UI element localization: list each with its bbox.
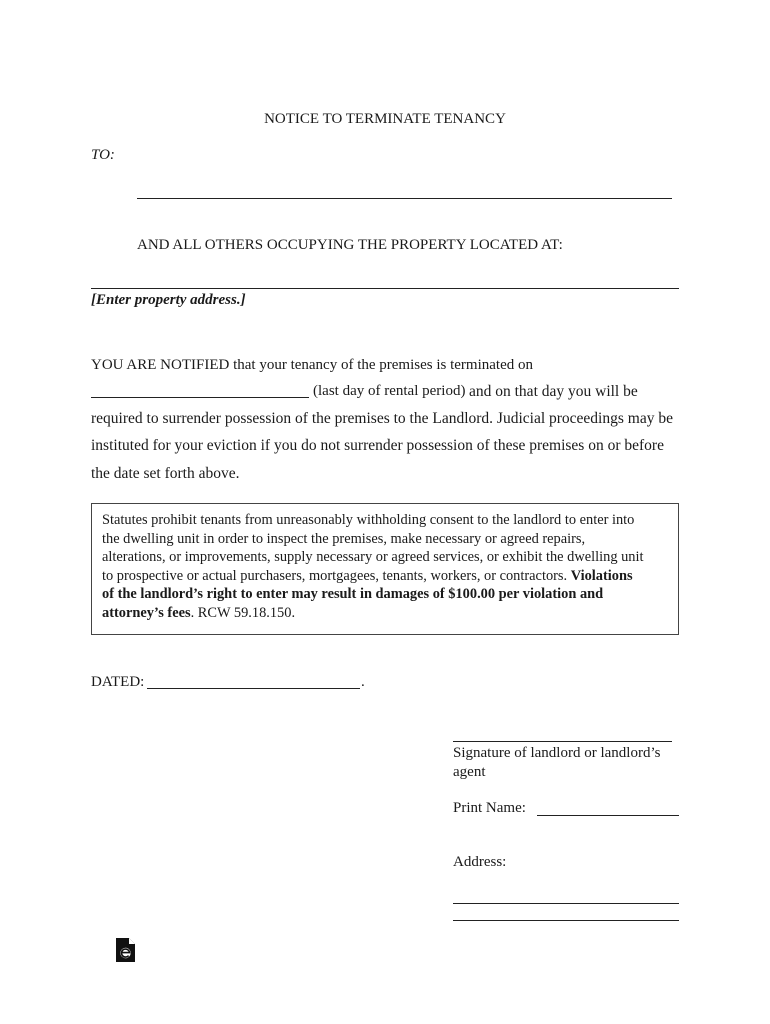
- signature-line[interactable]: [453, 741, 672, 742]
- to-label: TO:: [91, 147, 115, 163]
- statute-fees-bold: attorney’s fees: [102, 604, 191, 621]
- statute-notice-box: [91, 503, 679, 635]
- notice-line-4: instituted for your eviction if you do not surrender possession of these premises on or before: [91, 437, 664, 454]
- others-occupying-line: AND ALL OTHERS OCCUPYING THE PROPERTY LOCATED AT:: [137, 237, 563, 253]
- signature-label-1: Signature of landlord or landlord’s: [453, 745, 661, 761]
- statute-line-4-text: to prospective or actual purchasers, mortgagees, tenants, workers, or contractors.: [102, 567, 571, 584]
- notice-line-1: YOU ARE NOTIFIED that your tenancy of the premises is terminated on: [91, 357, 533, 373]
- statute-line-6: [102, 604, 668, 623]
- notice-line-3: required to surrender possession of the premises to the Landlord. Judicial proceedings may be: [91, 410, 673, 427]
- print-name-label: Print Name:: [453, 800, 526, 816]
- dated-line[interactable]: [147, 688, 360, 689]
- statute-violations-bold: Violations: [570, 567, 633, 584]
- statute-rcw-text: . RCW 59.18.150.: [190, 604, 296, 621]
- termination-date-line[interactable]: [91, 397, 309, 398]
- notice-line-2: and on that day you will be: [469, 383, 638, 400]
- dated-period: .: [361, 674, 365, 690]
- statute-line-5: [102, 585, 668, 604]
- statute-line-4: [102, 567, 668, 586]
- print-name-line[interactable]: [537, 815, 679, 816]
- recipient-name-line[interactable]: [137, 198, 672, 199]
- notice-line-5: the date set forth above.: [91, 465, 240, 482]
- document-title: NOTICE TO TERMINATE TENANCY: [264, 111, 506, 127]
- eforms-logo-icon: [116, 938, 135, 962]
- statute-line-1: Statutes prohibit tenants from unreasonably withholding consent to the landlord to enter into: [102, 512, 635, 528]
- statute-damages-bold: of the landlord’s right to enter may result in damages of $100.00 per violation and: [102, 586, 604, 602]
- property-address-line[interactable]: [91, 288, 679, 289]
- address-line-2[interactable]: [453, 920, 679, 921]
- dated-label: DATED:: [91, 674, 145, 690]
- property-address-placeholder[interactable]: [Enter property address.]: [91, 292, 246, 308]
- termination-date-hint: (last day of rental period): [313, 383, 466, 399]
- signature-label-2: agent: [453, 764, 486, 780]
- address-line-1[interactable]: [453, 903, 679, 904]
- statute-line-2: the dwelling unit in order to inspect the premises, make necessary or agreed repairs,: [102, 530, 586, 547]
- address-label: Address:: [453, 854, 507, 870]
- statute-line-3: alterations, or improvements, supply necessary or agreed services, or exhibit the dwelling unit: [102, 549, 644, 565]
